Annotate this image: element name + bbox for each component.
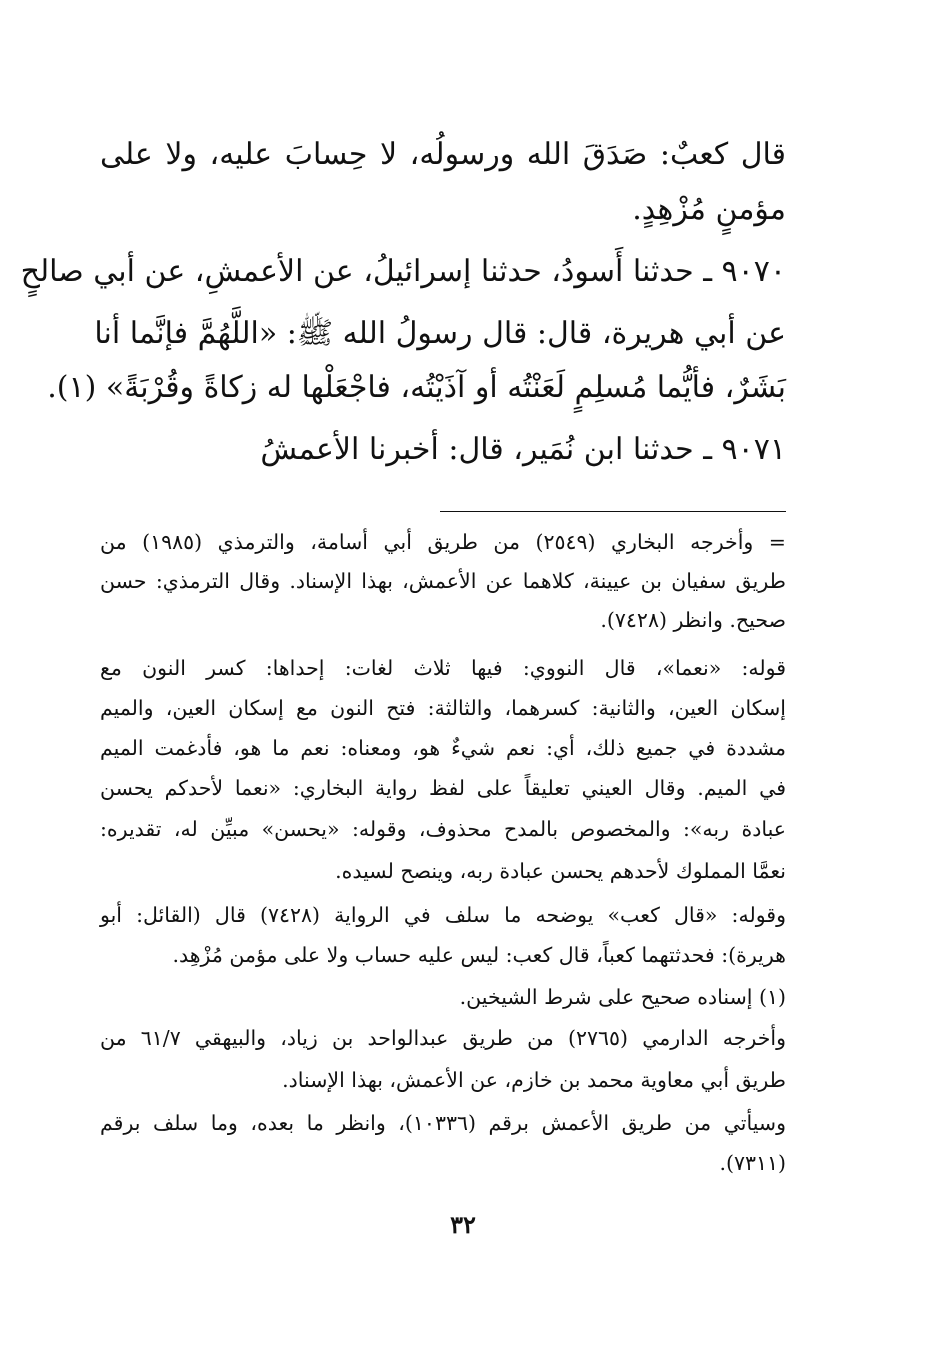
footnote-line: = وأخرجه البخاري (٢٥٤٩) من طريق أبي أسامة، والترمذي (١٩٨٥) من — [100, 530, 786, 554]
footnote-line: وأخرجه الدارمي (٢٧٦٥) من طريق عبدالواحد بن زياد، والبيهقي ٦١/٧ من — [100, 1026, 786, 1050]
footnote-line: مشددة في جميع ذلك، أي: نعم شيءٌ هو، ومعناه: نعم ما هو، فأدغمت الميم — [100, 736, 786, 760]
hadith-9070-line: ٩٠٧٠ ـ حدثنا أَسودُ، حدثنا إسرائيلُ، عن الأعمشِ، عن أبي صالحٍ — [20, 254, 786, 289]
footnote-line: إسكان العين، والثانية: كسرهما، والثالثة: فتح النون مع إسكان العين، والميم — [100, 696, 786, 720]
footnote-line: طريق أبي معاوية محمد بن خازم، عن الأعمش، بهذا الإسناد. — [282, 1068, 786, 1092]
footnote-line: طريق سفيان بن عيينة، كلاهما عن الأعمش، بهذا الإسناد. وقال الترمذي: حسن — [100, 569, 786, 593]
main-text-line: بَشَرٌ، فأيُّما مُسلِمٍ لَعَنْتُه أو آذَيْتُه، فاجْعَلْها له زكاةً وقُرْبَةً» (١). — [47, 370, 786, 405]
footnote-line: وقوله: «قال كعب» يوضحه ما سلف في الرواية (٧٤٢٨) قال (القائل: أبو — [100, 903, 786, 927]
footnote-line: (٧٣١١). — [719, 1151, 786, 1175]
main-text-line: قال كعبٌ: صَدَقَ الله ورسولُه، لا حِسابَ عليه، ولا على — [100, 137, 786, 172]
footnote-line: عبادة ربه»: والمخصوص بالمدح محذوف، وقوله: «يحسن» مبيِّن له، تقديره: — [100, 817, 786, 841]
footnote-line: قوله: «نعما»، قال النووي: فيها ثلاث لغات: إحداها: كسر النون مع — [100, 656, 786, 680]
footnote-line: نعمَّا المملوك لأحدهم يحسن عبادة ربه، وينصح لسيده. — [335, 859, 786, 883]
footnote-line: صحيح. وانظر (٧٤٢٨). — [600, 608, 786, 632]
main-text-line: عن أبي هريرة، قال: قال رسولُ الله ﷺ: «اللَّهُمَّ فإنَّما أنا — [94, 316, 786, 351]
footnote-1-line: (١) إسناده صحيح على شرط الشيخين. — [459, 985, 786, 1009]
footnote-line: وسيأتي من طريق الأعمش برقم (١٠٣٣٦)، وانظر ما بعده، وما سلف برقم — [100, 1111, 786, 1135]
footnote-divider — [440, 511, 786, 512]
footnote-line: في الميم. وقال العيني تعليقاً على لفظ رواية البخاري: «نعما لأحدكم يحسن — [100, 776, 786, 800]
page-number: ٣٢ — [450, 1210, 476, 1239]
footnote-line: هريرة): فحدثتهما كعباً، قال كعب: ليس عليه حساب ولا على مؤمن مُزْهِد. — [172, 943, 786, 967]
main-text-line: مؤمنٍ مُزْهِدٍ. — [632, 192, 786, 227]
hadith-9071-line: ٩٠٧١ ـ حدثنا ابن نُمَير، قال: أخبرنا الأعمشُ — [260, 432, 786, 467]
